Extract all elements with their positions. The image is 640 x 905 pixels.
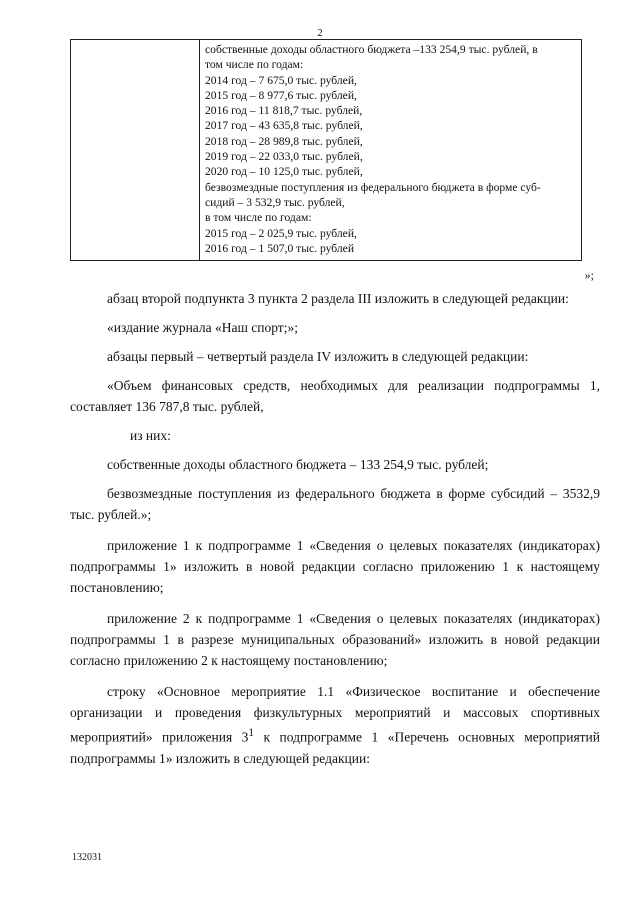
- table-line: 2017 год – 43 635,8 тыс. рублей,: [205, 119, 363, 133]
- paragraph-text: к подпрограмме 1 «Перечень основных мероприятий подпрограммы 1» изложить в следующей редакции:: [70, 729, 600, 766]
- table-line: 2016 год – 11 818,7 тыс. рублей,: [205, 104, 363, 118]
- table-line: 2015 год – 8 977,6 тыс. рублей,: [205, 88, 357, 102]
- closing-quote: »;: [584, 268, 594, 282]
- page-number: 2: [317, 27, 323, 39]
- table-line: 2020 год – 10 125,0 тыс. рублей,: [205, 165, 363, 179]
- paragraph: безвозмездные поступления из федерального бюджета в форме субсидий – 3532,9 тыс. рублей.»;: [70, 486, 600, 522]
- footer-code: 132031: [72, 852, 102, 863]
- table-line: собственные доходы областного бюджета –133 254,9 тыс. рублей, в: [205, 43, 538, 56]
- paragraph: абзац второй подпункта 3 пункта 2 раздела III изложить в следующей редакции:: [107, 291, 569, 306]
- table-line: 2019 год – 22 033,0 тыс. рублей,: [205, 150, 363, 164]
- table-right-cell: [200, 40, 581, 260]
- table-line: 2016 год – 1 507,0 тыс. рублей: [205, 241, 355, 255]
- table-line: 2018 год – 28 989,8 тыс. рублей,: [205, 134, 363, 148]
- superscript: 1: [248, 727, 255, 739]
- paragraph: приложение 1 к подпрограмме 1 «Сведения о целевых показателях (индикаторах) подпрограммы 1» изложить в новой редакции согласно приложению 1 к настоящему постановлению;: [70, 538, 600, 595]
- paragraph: приложение 2 к подпрограмме 1 «Сведения о целевых показателях (индикаторах) подпрограммы 1 в разрезе муниципальных образований» изложить в новой редакции согласно приложению 2 к настоящему постановлению;: [70, 611, 600, 668]
- table-line: сидий – 3 532,9 тыс. рублей,: [205, 195, 345, 209]
- table-line: в том числе по годам:: [205, 211, 312, 225]
- paragraph: из них:: [130, 428, 171, 443]
- table-line: 2014 год – 7 675,0 тыс. рублей,: [205, 73, 357, 87]
- paragraph: абзацы первый – четвертый раздела IV изложить в следующей редакции:: [107, 349, 529, 364]
- paragraph: «Объем финансовых средств, необходимых для реализации подпрограммы 1, составляет 136 787,8 тыс. рублей,: [70, 378, 600, 414]
- paragraph: собственные доходы областного бюджета – 133 254,9 тыс. рублей;: [107, 457, 489, 472]
- document-body: [70, 288, 600, 769]
- paragraph: [70, 681, 600, 769]
- table-line: 2015 год – 2 025,9 тыс. рублей,: [205, 226, 357, 240]
- paragraph-text: строку «Основное мероприятие 1.1 «Физическое воспитание и обеспечение организации и проведения физкультурных мероприятий и массовых спортивных мероприятий» приложения 3: [70, 684, 600, 745]
- table-left-cell: [71, 40, 200, 260]
- budget-table: [70, 39, 582, 261]
- paragraph: «издание журнала «Наш спорт;»;: [107, 320, 298, 335]
- table-line: том числе по годам:: [205, 58, 304, 72]
- table-line: безвозмездные поступления из федерального бюджета в форме суб-: [205, 180, 541, 194]
